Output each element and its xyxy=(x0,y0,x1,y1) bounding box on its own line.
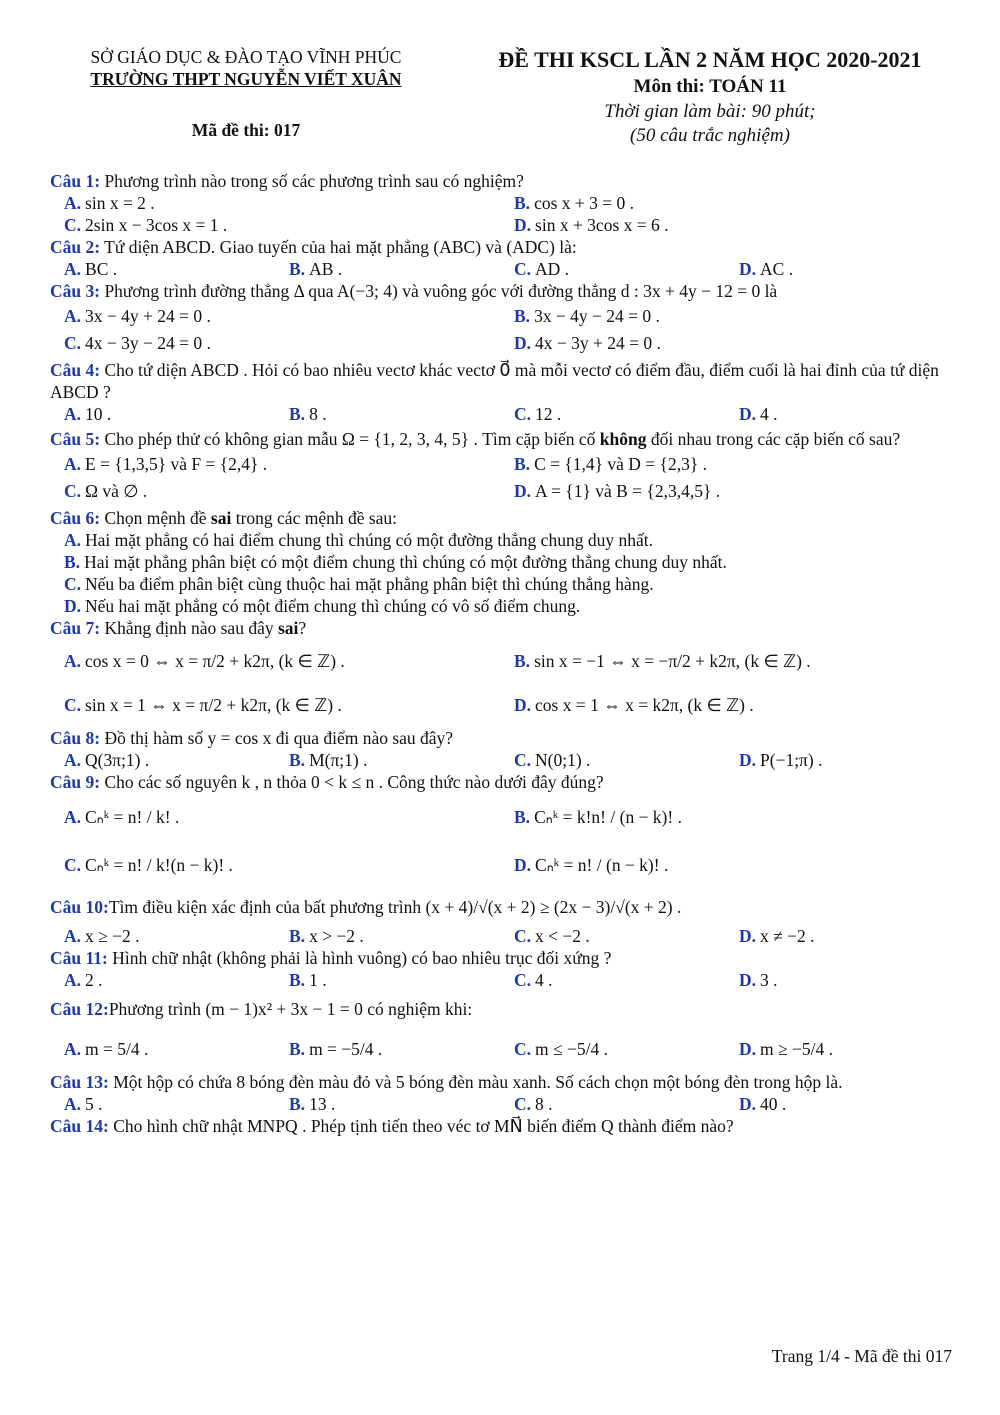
option-b[interactable] xyxy=(275,1093,500,1115)
question-3 xyxy=(50,280,950,356)
option-a[interactable] xyxy=(50,258,275,280)
option-text: cos x + 3 = 0 . xyxy=(534,193,635,213)
question-number: Câu 5: xyxy=(50,429,101,449)
option-a[interactable] xyxy=(50,1027,275,1071)
option-c[interactable] xyxy=(500,403,725,425)
option-text: 13 . xyxy=(309,1094,336,1114)
option-c[interactable] xyxy=(50,841,500,889)
option-text: 3 . xyxy=(760,970,778,990)
option-text: sin x + 3cos x = 6 . xyxy=(535,215,669,235)
option-label: C. xyxy=(64,695,82,715)
option-label: C. xyxy=(514,750,532,770)
option-a[interactable] xyxy=(50,192,500,214)
option-text: C = {1,4} và D = {2,3} . xyxy=(534,453,707,474)
question-number: Câu 3: xyxy=(50,281,101,301)
option-d[interactable] xyxy=(725,403,950,425)
option-text: sin x = 1 ⇔ x = π/2 + k2π, (k ∈ ℤ) . xyxy=(85,695,342,715)
question-13 xyxy=(50,1071,950,1115)
option-b[interactable] xyxy=(275,969,500,991)
school-name: TRƯỜNG THPT NGUYỄN VIẾT XUÂN xyxy=(90,69,402,89)
option-d[interactable] xyxy=(50,595,950,617)
option-c[interactable] xyxy=(500,1093,725,1115)
question-1 xyxy=(50,170,950,236)
option-label: D. xyxy=(514,215,532,235)
department-name: SỞ GIÁO DỤC & ĐÀO TẠO VĨNH PHÚC xyxy=(90,47,402,67)
option-d[interactable] xyxy=(500,477,950,504)
option-d[interactable] xyxy=(725,749,950,771)
option-c[interactable] xyxy=(500,258,725,280)
option-label: A. xyxy=(64,750,82,770)
option-label: B. xyxy=(64,552,81,572)
question-stem xyxy=(50,991,950,1027)
option-a[interactable] xyxy=(50,925,275,947)
option-a[interactable] xyxy=(50,403,275,425)
question-2 xyxy=(50,236,950,280)
option-b[interactable] xyxy=(500,192,950,214)
question-text: Đồ thị hàm số y = cos x đi qua điểm nào sau đây? xyxy=(104,728,454,748)
option-text: m = −5/4 . xyxy=(309,1039,383,1059)
question-text: Tứ diện ABCD. Giao tuyến của hai mặt phẳng (ABC) và (ADC) là: xyxy=(104,237,577,257)
page-footer: Trang 1/4 - Mã đề thi 017 xyxy=(771,1346,952,1366)
options-group xyxy=(50,1027,950,1071)
option-d[interactable] xyxy=(725,258,950,280)
question-number: Câu 7: xyxy=(50,618,101,638)
question-7 xyxy=(50,617,950,727)
option-label: B. xyxy=(514,651,531,671)
question-number: Câu 12: xyxy=(50,999,109,1019)
options-group xyxy=(50,1093,950,1115)
option-c[interactable] xyxy=(500,925,725,947)
option-text: Cₙᵏ = n! / k! . xyxy=(85,807,180,827)
option-text: m ≤ −5/4 . xyxy=(535,1039,608,1059)
option-text: N(0;1) . xyxy=(535,750,591,770)
option-text: 2sin x − 3cos x = 1 . xyxy=(85,215,228,235)
option-a[interactable] xyxy=(50,529,950,551)
option-b[interactable] xyxy=(50,551,950,573)
option-label: B. xyxy=(289,926,306,946)
option-b[interactable] xyxy=(500,793,950,841)
question-number: Câu 11: xyxy=(50,948,108,968)
question-stem xyxy=(50,236,950,258)
option-a[interactable] xyxy=(50,1093,275,1115)
option-label: D. xyxy=(739,404,757,424)
option-b[interactable] xyxy=(275,1027,500,1071)
question-14 xyxy=(50,1115,950,1137)
option-label: D. xyxy=(514,332,532,353)
options-group xyxy=(50,639,950,727)
question-text: Tìm điều kiện xác định của bất phương trình (x + 4)/√(x + 2) ≥ (2x − 3)/√(x + 2) . xyxy=(108,897,682,917)
option-c[interactable] xyxy=(50,573,950,595)
option-text: 4 . xyxy=(535,970,553,990)
option-text: 2 . xyxy=(85,970,103,990)
question-number: Câu 10: xyxy=(50,897,109,917)
exam-title: ĐỀ THI KSCL LẦN 2 NĂM HỌC 2020-2021 xyxy=(498,47,922,72)
option-text: sin x = −1 ⇔ x = −π/2 + k2π, (k ∈ ℤ) . xyxy=(534,651,811,671)
option-label: D. xyxy=(739,750,757,770)
option-label: B. xyxy=(289,1094,306,1114)
option-text: 40 . xyxy=(760,1094,787,1114)
option-b[interactable] xyxy=(500,302,950,329)
question-number: Câu 13: xyxy=(50,1072,109,1092)
option-c[interactable] xyxy=(500,749,725,771)
option-label: B. xyxy=(289,1039,306,1059)
options-group xyxy=(50,258,950,280)
option-label: B. xyxy=(289,750,306,770)
options-group xyxy=(50,403,950,425)
option-text: x ≥ −2 . xyxy=(85,926,140,946)
option-text: 10 . xyxy=(85,404,112,424)
option-label: C. xyxy=(514,1094,532,1114)
option-label: D. xyxy=(739,1094,757,1114)
option-label: A. xyxy=(64,970,82,990)
option-a[interactable] xyxy=(50,302,500,329)
options-group xyxy=(50,925,950,947)
options-group xyxy=(50,793,950,889)
question-text: Phương trình đường thẳng Δ qua A(−3; 4) và vuông góc với đường thẳng d : 3x + 4y − 12 = 0 là xyxy=(104,281,778,301)
question-number: Câu 8: xyxy=(50,728,101,748)
option-text: m ≥ −5/4 . xyxy=(760,1039,833,1059)
question-number: Câu 1: xyxy=(50,171,101,191)
option-text: P(−1;π) . xyxy=(760,750,823,770)
question-number: Câu 4: xyxy=(50,360,101,380)
question-5 xyxy=(50,428,950,504)
option-text: 5 . xyxy=(85,1094,103,1114)
option-label: B. xyxy=(289,970,306,990)
question-text-pre: Khẳng định nào sau đây xyxy=(104,618,278,638)
question-count: (50 câu trắc nghiệm) xyxy=(630,125,790,146)
question-text-pre: Chọn mệnh đề xyxy=(104,508,211,528)
option-label: B. xyxy=(514,305,531,326)
question-text-post: đối nhau trong các cặp biến cố sau? xyxy=(646,429,901,449)
option-text: AC . xyxy=(760,259,794,279)
option-label: C. xyxy=(514,259,532,279)
question-stem xyxy=(50,1115,950,1137)
question-text-post: trong các mệnh đề sau: xyxy=(231,508,398,528)
question-12 xyxy=(50,991,950,1071)
option-text: 3x − 4y − 24 = 0 . xyxy=(534,305,660,326)
option-text: 1 . xyxy=(309,970,327,990)
option-text: 12 . xyxy=(535,404,562,424)
option-label: A. xyxy=(64,193,82,213)
option-text: M(π;1) . xyxy=(309,750,368,770)
question-10 xyxy=(50,889,950,947)
option-label: B. xyxy=(514,453,531,474)
option-label: D. xyxy=(514,695,532,715)
option-label: C. xyxy=(64,215,82,235)
option-b[interactable] xyxy=(275,258,500,280)
option-label: A. xyxy=(64,404,82,424)
option-text: m = 5/4 . xyxy=(85,1039,149,1059)
option-text: Hai mặt phẳng có hai điểm chung thì chúng có một đường thẳng chung duy nhất. xyxy=(85,530,653,550)
option-text: 4x − 3y − 24 = 0 . xyxy=(85,332,211,353)
option-a[interactable] xyxy=(50,639,500,683)
duration: Thời gian làm bài: 90 phút; xyxy=(604,101,816,122)
option-text: x ≠ −2 . xyxy=(760,926,815,946)
question-text-bold: sai xyxy=(277,618,299,638)
option-label: A. xyxy=(64,530,82,550)
option-text: Q(3π;1) . xyxy=(85,750,150,770)
option-label: D. xyxy=(514,480,532,501)
options-group xyxy=(50,749,950,771)
questions-list xyxy=(50,170,950,1137)
option-a[interactable] xyxy=(50,969,275,991)
option-label: C. xyxy=(514,970,532,990)
option-text: x < −2 . xyxy=(535,926,590,946)
option-label: C. xyxy=(514,404,532,424)
option-text: x > −2 . xyxy=(309,926,364,946)
question-number: Câu 6: xyxy=(50,508,101,528)
option-label: D. xyxy=(739,926,757,946)
option-text: 4x − 3y + 24 = 0 . xyxy=(535,332,661,353)
exam-code: Mã đề thi: 017 xyxy=(191,120,301,140)
question-text: Cho hình chữ nhật MNPQ . Phép tịnh tiến theo véc tơ MN⃗ biến điểm Q thành điểm nào? xyxy=(113,1116,734,1136)
option-label: A. xyxy=(64,453,82,474)
option-b[interactable] xyxy=(275,749,500,771)
question-11 xyxy=(50,947,950,991)
option-d[interactable] xyxy=(500,329,950,356)
question-number: Câu 9: xyxy=(50,772,101,792)
question-text: Phương trình nào trong số các phương trình sau có nghiệm? xyxy=(104,171,524,191)
option-d[interactable] xyxy=(725,1093,950,1115)
option-label: A. xyxy=(64,1039,82,1059)
option-text: cos x = 0 ⇔ x = π/2 + k2π, (k ∈ ℤ) . xyxy=(85,651,345,671)
option-text: E = {1,3,5} và F = {2,4} . xyxy=(85,453,268,474)
option-label: C. xyxy=(64,855,82,875)
option-b[interactable] xyxy=(500,450,950,477)
option-b[interactable] xyxy=(500,639,950,683)
option-label: B. xyxy=(514,193,531,213)
option-a[interactable] xyxy=(50,450,500,477)
question-text-bold: sai xyxy=(210,508,232,528)
question-stem xyxy=(50,617,950,639)
option-text: Nếu hai mặt phẳng có một điểm chung thì chúng có vô số điểm chung. xyxy=(85,596,581,616)
option-d[interactable] xyxy=(725,1027,950,1071)
option-b[interactable] xyxy=(275,403,500,425)
option-label: B. xyxy=(514,807,531,827)
option-label: A. xyxy=(64,651,82,671)
options-group xyxy=(50,969,950,991)
option-text: Cₙᵏ = k!n! / (n − k)! . xyxy=(534,807,682,827)
option-label: C. xyxy=(64,480,82,501)
option-text: 8 . xyxy=(535,1094,553,1114)
option-label: A. xyxy=(64,259,82,279)
question-text: Một hộp có chứa 8 bóng đèn màu đỏ và 5 bóng đèn màu xanh. Số cách chọn một bóng đèn trong hộp là. xyxy=(113,1072,843,1092)
option-text: BC . xyxy=(85,259,118,279)
options-group xyxy=(50,450,950,504)
option-text: A = {1} và B = {2,3,4,5} . xyxy=(535,480,721,501)
option-d[interactable] xyxy=(725,969,950,991)
option-label: D. xyxy=(739,970,757,990)
option-label: D. xyxy=(739,259,757,279)
option-text: Cₙᵏ = n! / (n − k)! . xyxy=(535,855,669,875)
option-text: Ω và ∅ . xyxy=(85,480,148,501)
option-d[interactable] xyxy=(500,841,950,889)
option-d[interactable] xyxy=(500,683,950,727)
option-label: A. xyxy=(64,1094,82,1114)
question-text: Phương trình (m − 1)x² + 3x − 1 = 0 có nghiệm khi: xyxy=(108,999,473,1019)
option-text: cos x = 1 ⇔ x = k2π, (k ∈ ℤ) . xyxy=(535,695,754,715)
question-stem xyxy=(50,280,950,302)
question-stem xyxy=(50,947,950,969)
option-c[interactable] xyxy=(50,683,500,727)
question-stem xyxy=(50,428,950,450)
option-label: D. xyxy=(514,855,532,875)
question-text-bold: không xyxy=(599,429,647,449)
option-label: D. xyxy=(64,596,82,616)
option-label: B. xyxy=(289,259,306,279)
question-text-post: ? xyxy=(298,618,307,638)
option-b[interactable] xyxy=(275,925,500,947)
question-stem xyxy=(50,170,950,192)
options-group xyxy=(50,529,950,617)
question-text: Cho tứ diện ABCD . Hỏi có bao nhiêu vectơ khác vectơ 0⃗ mà mỗi vectơ có điểm đầu, điểm cuối là hai đỉnh của tứ diện ABCD ? xyxy=(50,360,939,402)
option-d[interactable] xyxy=(725,925,950,947)
options-group xyxy=(50,192,950,236)
question-stem xyxy=(50,727,950,749)
header-right xyxy=(460,46,960,148)
option-label: A. xyxy=(64,926,82,946)
option-label: C. xyxy=(514,926,532,946)
option-label: C. xyxy=(64,332,82,353)
option-label: C. xyxy=(514,1039,532,1059)
option-d[interactable] xyxy=(500,214,950,236)
option-text: Hai mặt phẳng phân biệt có một điểm chung thì chúng có một đường thẳng chung duy nhất. xyxy=(84,552,727,572)
question-stem xyxy=(50,889,950,925)
option-c[interactable] xyxy=(50,329,500,356)
question-number: Câu 2: xyxy=(50,237,101,257)
option-text: AB . xyxy=(309,259,343,279)
option-label: A. xyxy=(64,807,82,827)
option-text: 4 . xyxy=(760,404,778,424)
option-text: 3x − 4y + 24 = 0 . xyxy=(85,305,211,326)
question-4 xyxy=(50,359,950,425)
question-stem xyxy=(50,359,950,403)
option-text: sin x = 2 . xyxy=(85,193,155,213)
option-c[interactable] xyxy=(500,1027,725,1071)
question-text: Hình chữ nhật (không phải là hình vuông) có bao nhiêu trục đối xứng ? xyxy=(112,948,612,968)
option-c[interactable] xyxy=(50,477,500,504)
question-stem xyxy=(50,771,950,793)
question-6 xyxy=(50,507,950,617)
option-a[interactable] xyxy=(50,749,275,771)
option-a[interactable] xyxy=(50,793,500,841)
option-text: 8 . xyxy=(309,404,327,424)
options-group xyxy=(50,302,950,356)
question-8 xyxy=(50,727,950,771)
question-stem xyxy=(50,1071,950,1093)
option-text: Nếu ba điểm phân biệt cùng thuộc hai mặt phẳng phân biệt thì chúng thẳng hàng. xyxy=(85,574,654,594)
subject: Môn thi: TOÁN 11 xyxy=(633,76,787,97)
option-label: D. xyxy=(739,1039,757,1059)
option-text: AD . xyxy=(535,259,570,279)
question-number: Câu 14: xyxy=(50,1116,109,1136)
question-text: Cho các số nguyên k , n thỏa 0 < k ≤ n . Công thức nào dưới đây đúng? xyxy=(104,772,604,792)
question-text-pre: Cho phép thử có không gian mẫu Ω = {1, 2, 3, 4, 5} . Tìm cặp biến cố xyxy=(104,429,600,449)
option-label: A. xyxy=(64,305,82,326)
option-label: B. xyxy=(289,404,306,424)
option-label: C. xyxy=(64,574,82,594)
question-9 xyxy=(50,771,950,889)
question-stem xyxy=(50,507,950,529)
option-text: Cₙᵏ = n! / k!(n − k)! . xyxy=(85,855,233,875)
option-c[interactable] xyxy=(50,214,500,236)
header-left xyxy=(52,46,440,141)
option-c[interactable] xyxy=(500,969,725,991)
